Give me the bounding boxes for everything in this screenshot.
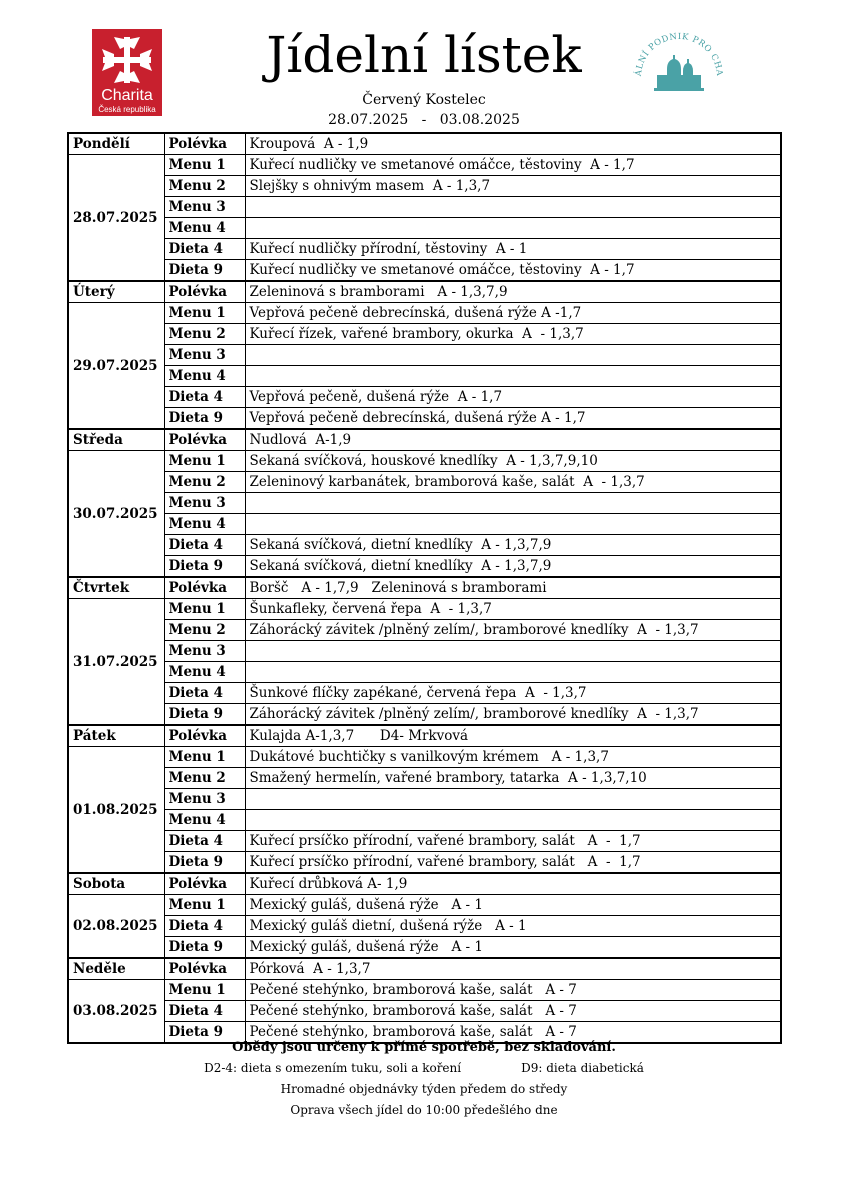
meal-type: Polévka: [164, 429, 245, 451]
table-row: [68, 281, 781, 303]
meal-type: Dieta 9: [164, 1022, 245, 1044]
meal-type: Menu 4: [164, 366, 245, 387]
dish-name: Šunkafleky, červená řepa A - 1,3,7: [245, 599, 781, 620]
table-row: [68, 366, 781, 387]
dish-name: Nudlová A-1,9: [245, 429, 781, 451]
dish-name: Zeleninový karbanátek, bramborová kaše, salát A - 1,3,7: [245, 472, 781, 493]
day-name: Pátek: [68, 725, 164, 747]
table-row: [68, 345, 781, 366]
meal-type: Dieta 4: [164, 1001, 245, 1022]
meal-type: Menu 2: [164, 768, 245, 789]
day-name: Neděle: [68, 958, 164, 980]
dish-name: Kuřecí prsíčko přírodní, vařené brambory, salát A - 1,7: [245, 831, 781, 852]
day-date: 01.08.2025: [68, 747, 164, 874]
dish-name: Zeleninová s bramborami A - 1,3,7,9: [245, 281, 781, 303]
meal-type: Menu 4: [164, 810, 245, 831]
meal-type: Dieta 4: [164, 916, 245, 937]
day-date: 31.07.2025: [68, 599, 164, 726]
dish-name: [245, 514, 781, 535]
charita-logo-name: Charita: [101, 87, 153, 104]
date-range: 28.07.2025 - 03.08.2025: [328, 112, 520, 128]
table-row: [68, 577, 781, 599]
meal-type: Menu 1: [164, 155, 245, 176]
socialni-podnik-logo: [629, 27, 729, 119]
dish-name: Kuřecí řízek, vařené brambory, okurka A - 1,3,7: [245, 324, 781, 345]
dish-name: Vepřová pečeně debrecínská, dušená rýže A - 1,7: [245, 408, 781, 430]
meal-type: Menu 2: [164, 324, 245, 345]
meal-type: Menu 1: [164, 980, 245, 1001]
table-row: [68, 155, 781, 176]
dish-name: Pečené stehýnko, bramborová kaše, salát A - 7: [245, 980, 781, 1001]
dish-name: [245, 662, 781, 683]
meal-type: Menu 4: [164, 514, 245, 535]
diet-d9-note: D9: dieta diabetická: [521, 1061, 644, 1075]
dish-name: Kroupová A - 1,9: [245, 133, 781, 155]
meal-type: Polévka: [164, 873, 245, 895]
table-row: [68, 937, 781, 959]
dish-name: Šunkové flíčky zapékané, červená řepa A - 1,3,7: [245, 683, 781, 704]
table-row: [68, 873, 781, 895]
table-row: [68, 683, 781, 704]
dish-name: Mexický guláš, dušená rýže A - 1: [245, 937, 781, 959]
logo-arc-text: ÁLNÍ PODNIK PRO CHA: [633, 31, 725, 77]
meal-type: Menu 3: [164, 641, 245, 662]
church-emblem-icon: [629, 27, 729, 119]
dish-name: Mexický guláš dietní, dušená rýže A - 1: [245, 916, 781, 937]
storage-note: Obědy jsou určeny k přímé spotřebě, bez skladování.: [232, 1040, 616, 1055]
corrections-note: Oprava všech jídel do 10:00 předešlého dne: [290, 1103, 558, 1117]
dish-name: [245, 366, 781, 387]
dish-name: Pečené stehýnko, bramborová kaše, salát A - 7: [245, 1022, 781, 1044]
meal-type: Menu 1: [164, 303, 245, 324]
dish-name: Kuřecí nudličky ve smetanové omáčce, těstoviny A - 1,7: [245, 155, 781, 176]
page-title: Jídelní lístek: [266, 26, 582, 84]
dish-name: Kuřecí nudličky přírodní, těstoviny A - 1: [245, 239, 781, 260]
dish-name: [245, 641, 781, 662]
day-name: Čtvrtek: [68, 577, 164, 599]
table-row: [68, 852, 781, 874]
table-row: [68, 472, 781, 493]
meal-type: Menu 2: [164, 620, 245, 641]
meal-type: Dieta 4: [164, 683, 245, 704]
dish-name: [245, 345, 781, 366]
day-name: Pondělí: [68, 133, 164, 155]
table-row: [68, 895, 781, 916]
meal-type: Menu 2: [164, 176, 245, 197]
meal-type: Polévka: [164, 281, 245, 303]
day-date: 30.07.2025: [68, 451, 164, 578]
dish-name: Kuřecí prsíčko přírodní, vařené brambory, salát A - 1,7: [245, 852, 781, 874]
table-row: [68, 958, 781, 980]
table-row: [68, 641, 781, 662]
dish-name: Pečené stehýnko, bramborová kaše, salát A - 7: [245, 1001, 781, 1022]
dish-name: [245, 218, 781, 239]
diet-d24-note: D2-4: dieta s omezením tuku, soli a koření: [204, 1061, 462, 1075]
dish-name: Vepřová pečeně debrecínská, dušená rýže A -1,7: [245, 303, 781, 324]
table-row: [68, 789, 781, 810]
table-row: [68, 197, 781, 218]
table-row: [68, 916, 781, 937]
table-row: [68, 218, 781, 239]
dish-name: Záhorácký závitek /plněný zelím/, bramborové knedlíky A - 1,3,7: [245, 704, 781, 726]
table-row: [68, 493, 781, 514]
meal-type: Dieta 4: [164, 387, 245, 408]
table-row: [68, 408, 781, 430]
table-row: [68, 260, 781, 282]
dish-name: Sekaná svíčková, dietní knedlíky A - 1,3,7,9: [245, 556, 781, 578]
dish-name: Smažený hermelín, vařené brambory, tatarka A - 1,3,7,10: [245, 768, 781, 789]
day-date: 02.08.2025: [68, 895, 164, 959]
meal-type: Menu 1: [164, 599, 245, 620]
dish-name: [245, 493, 781, 514]
table-row: [68, 176, 781, 197]
meal-type: Polévka: [164, 133, 245, 155]
table-row: [68, 810, 781, 831]
day-date: 28.07.2025: [68, 155, 164, 282]
meal-type: Menu 3: [164, 345, 245, 366]
table-row: [68, 747, 781, 768]
dish-name: Sekaná svíčková, houskové knedlíky A - 1,3,7,9,10: [245, 451, 781, 472]
dish-name: Pórková A - 1,3,7: [245, 958, 781, 980]
table-row: [68, 599, 781, 620]
dish-name: Kulajda A-1,3,7 D4- Mrkvová: [245, 725, 781, 747]
day-date: 29.07.2025: [68, 303, 164, 430]
table-row: [68, 303, 781, 324]
meal-type: Dieta 4: [164, 239, 245, 260]
meal-type: Menu 4: [164, 218, 245, 239]
table-row: [68, 704, 781, 726]
meal-type: Dieta 9: [164, 852, 245, 874]
dish-name: [245, 197, 781, 218]
meal-type: Dieta 9: [164, 937, 245, 959]
dish-name: Slejšky s ohnivým masem A - 1,3,7: [245, 176, 781, 197]
meal-type: Menu 3: [164, 789, 245, 810]
orders-note: Hromadné objednávky týden předem do středy: [280, 1082, 568, 1096]
table-row: [68, 514, 781, 535]
dish-name: [245, 810, 781, 831]
meal-type: Menu 4: [164, 662, 245, 683]
meal-type: Menu 1: [164, 895, 245, 916]
dish-name: Kuřecí nudličky ve smetanové omáčce, těstoviny A - 1,7: [245, 260, 781, 282]
meal-type: Menu 3: [164, 493, 245, 514]
meal-type: Dieta 4: [164, 831, 245, 852]
day-name: Středa: [68, 429, 164, 451]
day-name: Sobota: [68, 873, 164, 895]
day-date: 03.08.2025: [68, 980, 164, 1044]
table-row: [68, 662, 781, 683]
menu-table: [67, 132, 782, 1044]
table-row: [68, 980, 781, 1001]
meal-type: Menu 1: [164, 747, 245, 768]
meal-type: Polévka: [164, 725, 245, 747]
meal-type: Polévka: [164, 577, 245, 599]
table-row: [68, 133, 781, 155]
dish-name: Sekaná svíčková, dietní knedlíky A - 1,3,7,9: [245, 535, 781, 556]
dish-name: Dukátové buchtičky s vanilkovým krémem A - 1,3,7: [245, 747, 781, 768]
day-name: Úterý: [68, 281, 164, 303]
dish-name: Boršč A - 1,7,9 Zeleninová s bramborami: [245, 577, 781, 599]
table-row: [68, 725, 781, 747]
table-row: [68, 429, 781, 451]
meal-type: Polévka: [164, 958, 245, 980]
table-row: [68, 535, 781, 556]
dish-name: Kuřecí drůbková A- 1,9: [245, 873, 781, 895]
meal-type: Dieta 4: [164, 535, 245, 556]
table-row: [68, 768, 781, 789]
table-row: [68, 831, 781, 852]
meal-type: Dieta 9: [164, 556, 245, 578]
meal-type: Menu 3: [164, 197, 245, 218]
meal-type: Menu 2: [164, 472, 245, 493]
table-row: [68, 324, 781, 345]
dish-name: Mexický guláš, dušená rýže A - 1: [245, 895, 781, 916]
table-row: [68, 387, 781, 408]
table-row: [68, 451, 781, 472]
table-row: [68, 556, 781, 578]
diet-legend: [0, 1058, 848, 1079]
meal-type: Menu 1: [164, 451, 245, 472]
place-name: Červený Kostelec: [362, 92, 486, 108]
table-row: [68, 239, 781, 260]
dish-name: [245, 789, 781, 810]
charita-logo-sub: Česká republika: [98, 105, 156, 114]
table-row: [68, 620, 781, 641]
meal-type: Dieta 9: [164, 408, 245, 430]
footer-notes: [0, 1038, 848, 1121]
meal-type: Dieta 9: [164, 260, 245, 282]
table-row: [68, 1001, 781, 1022]
dish-name: Záhorácký závitek /plněný zelím/, bramborové knedlíky A - 1,3,7: [245, 620, 781, 641]
meal-type: Dieta 9: [164, 704, 245, 726]
dish-name: Vepřová pečeně, dušená rýže A - 1,7: [245, 387, 781, 408]
